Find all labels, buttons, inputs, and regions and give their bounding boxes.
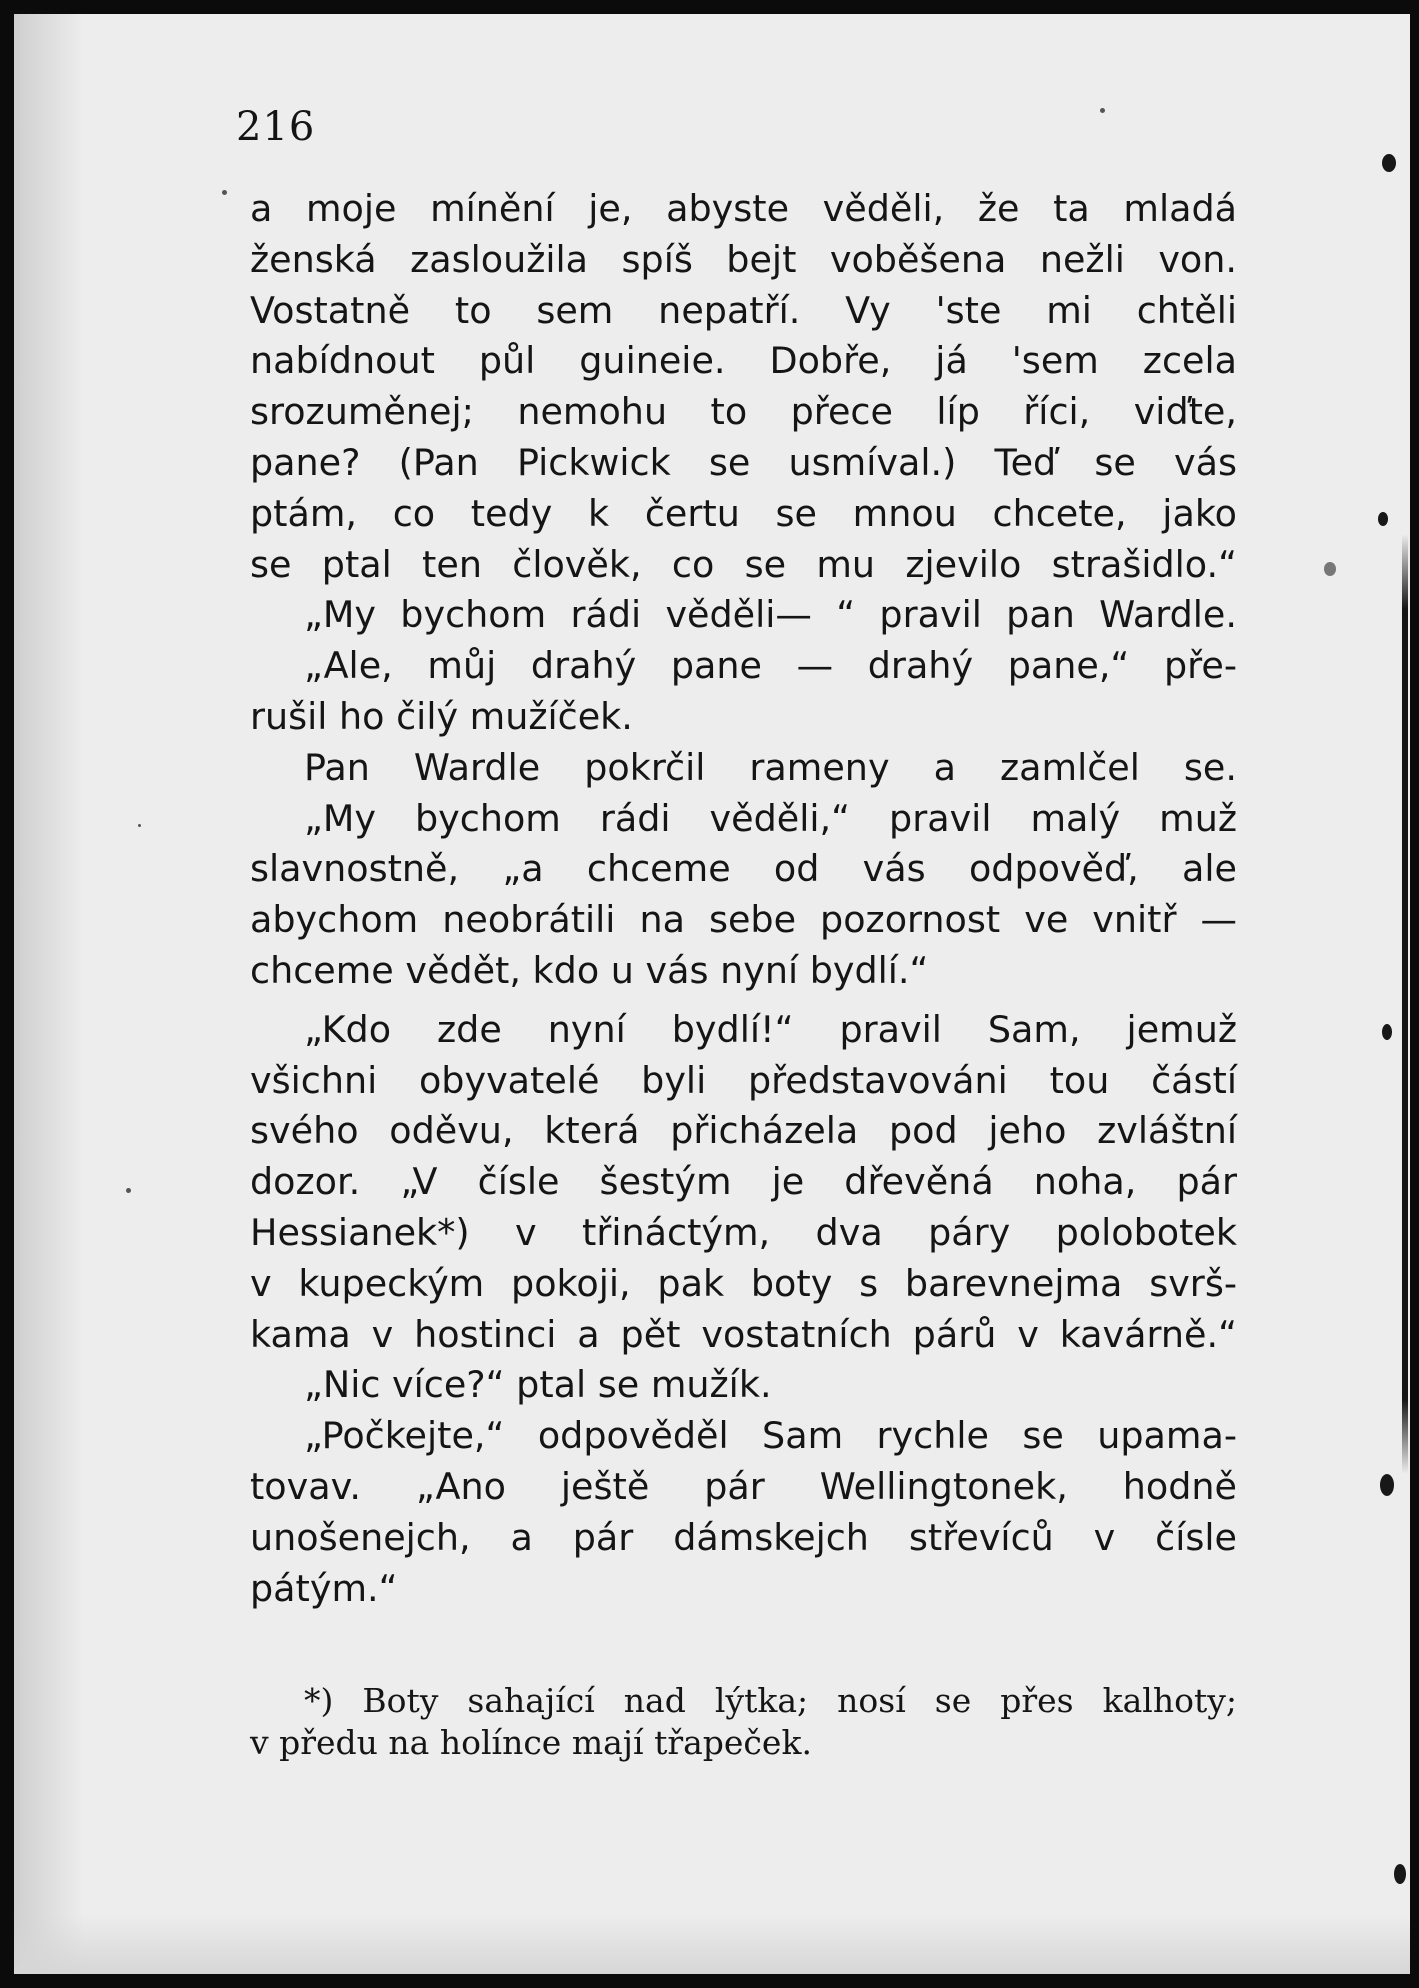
- text-line: srozuměnej; nemohu to přece líp říci, viďte,: [250, 390, 1237, 434]
- text-line: nabídnout půl guineie. Dobře, já 'sem zcela: [250, 339, 1237, 383]
- text-line: Vostatně to sem nepatří. Vy 'ste mi chtěli: [250, 288, 1237, 332]
- text-line: v kupeckým pokoji, pak boty s barevnejma svrš-: [250, 1261, 1237, 1305]
- print-speck: [138, 824, 141, 827]
- text-line: unošenejch, a pár dámskejch střevíců v čísle: [250, 1515, 1237, 1559]
- text-line: tovav. „Ano ještě pár Wellingtonek, hodně: [250, 1464, 1237, 1508]
- text-line: „Počkejte,“ odpověděl Sam rychle se upama-: [304, 1414, 1237, 1458]
- text-line: Hessianek*) v třináctým, dva páry polobotek: [250, 1210, 1237, 1254]
- text-line: „Nic více?“ ptal se mužík.: [304, 1363, 772, 1407]
- body-text: [250, 184, 1237, 1614]
- margin-ornament-mark: [1382, 154, 1396, 172]
- margin-ornament-mark: [1378, 512, 1388, 526]
- text-line: „My bychom rádi věděli— “ pravil pan Wardle.: [304, 593, 1237, 637]
- print-speck: [126, 1188, 131, 1193]
- book-page: [14, 14, 1410, 1974]
- text-line: všichni obyvatelé byli představováni tou částí: [250, 1058, 1237, 1102]
- paragraph-gap: [250, 997, 1237, 1005]
- text-line: svého oděvu, která přicházela pod jeho zvláštní: [250, 1109, 1237, 1153]
- page-edge-shadow: [14, 14, 84, 1974]
- footnote: [250, 1680, 1237, 1764]
- text-line: kama v hostinci a pět vostatních párů v kavárně.“: [250, 1312, 1237, 1356]
- text-line: abychom neobrátili na sebe pozornost ve vnitř —: [250, 898, 1237, 942]
- text-line: v předu na holínce mají třapeček.: [250, 1723, 812, 1762]
- margin-ornament-mark: [1380, 1474, 1394, 1496]
- text-line: a moje mínění je, abyste věděli, že ta mladá: [250, 187, 1237, 230]
- text-line: ženská zasloužila spíš bejt voběšena nežli von.: [250, 237, 1237, 281]
- text-line: *) Boty sahající nad lýtka; nosí se přes kalhoty;: [304, 1681, 1237, 1720]
- text-line: ptám, co tedy k čertu se mnou chcete, jako: [250, 491, 1237, 535]
- page-number: 216: [236, 104, 316, 150]
- text-line: „Kdo zde nyní bydlí!“ pravil Sam, jemuž: [304, 1007, 1237, 1051]
- text-line: Pan Wardle pokrčil rameny a zamlčel se.: [304, 745, 1237, 789]
- margin-ornament-mark: [1324, 562, 1336, 576]
- print-speck: [1100, 108, 1105, 113]
- text-line: pane? (Pan Pickwick se usmíval.) Teď se vás: [250, 440, 1237, 484]
- text-line: slavnostně, „a chceme od vás odpověď, ale: [250, 847, 1237, 891]
- text-line: dozor. „V čísle šestým je dřevěná noha, pár: [250, 1160, 1237, 1204]
- margin-ornament-mark: [1394, 1864, 1406, 1884]
- margin-binding-mark: [1402, 534, 1408, 1474]
- text-line: pátým.“: [250, 1566, 398, 1610]
- text-line: „Ale, můj drahý pane — drahý pane,“ pře-: [304, 644, 1237, 688]
- text-line: chceme vědět, kdo u vás nyní bydlí.“: [250, 948, 929, 992]
- page-bottom-shadow: [14, 1914, 1410, 1974]
- text-line: rušil ho čilý mužíček.: [250, 694, 633, 738]
- text-line: se ptal ten člověk, co se mu zjevilo strašidlo.“: [250, 542, 1237, 586]
- text-line: „My bychom rádi věděli,“ pravil malý muž: [304, 796, 1237, 840]
- margin-ornament-mark: [1382, 1024, 1392, 1040]
- print-speck: [222, 190, 227, 195]
